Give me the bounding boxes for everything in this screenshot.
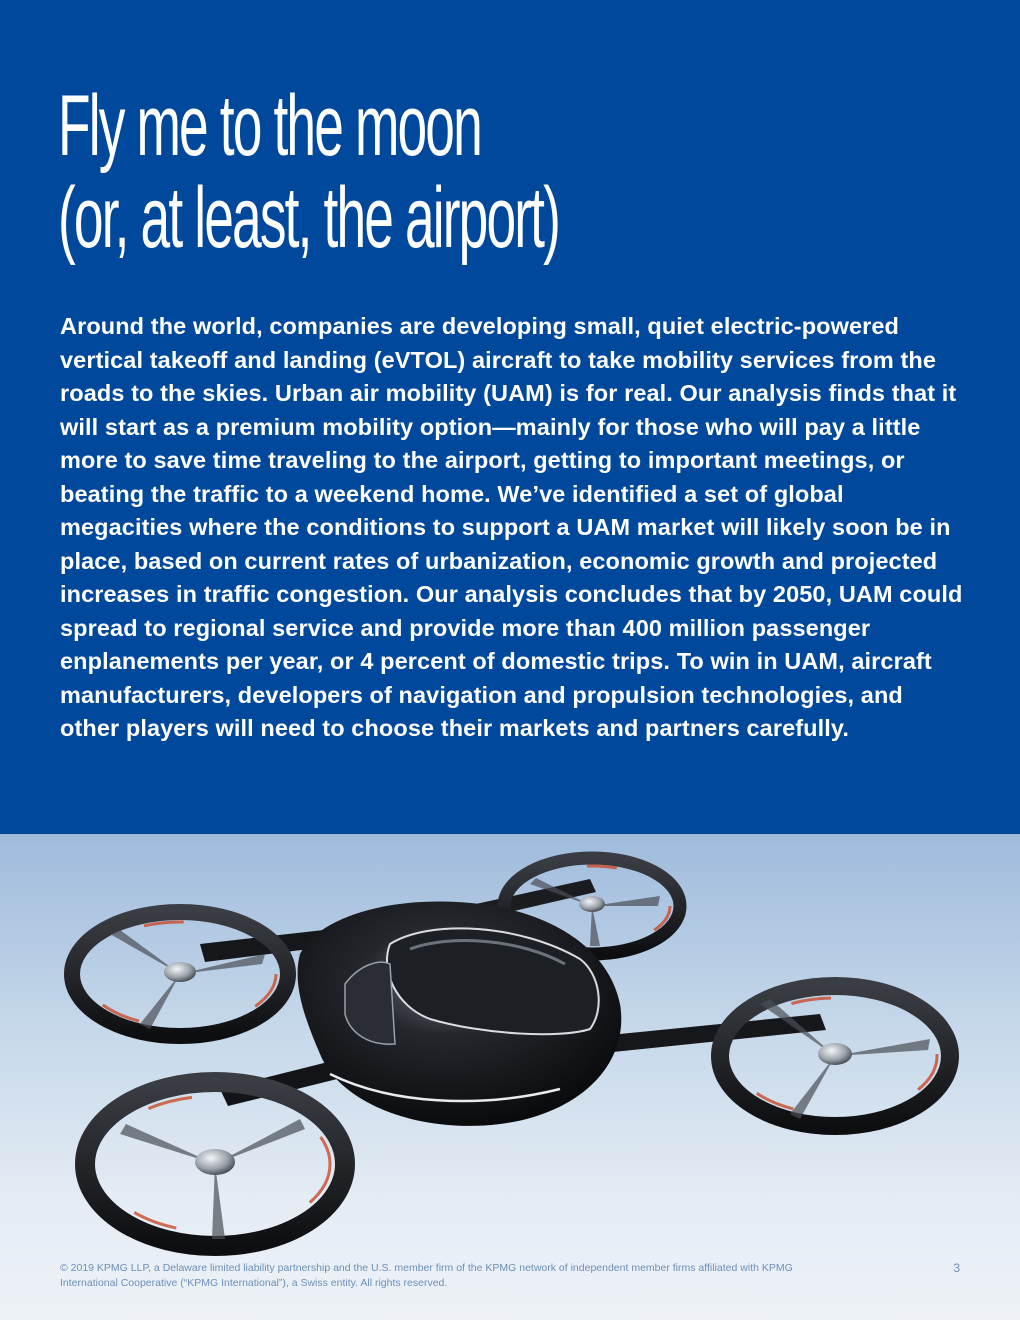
intro-paragraph: Around the world, companies are developing small, quiet electric-powered vertical takeoff and landing (eVTOL) aircraft to take mobility services from the roads to the skies. Urban air mobility (UAM) is for real. Our analysis finds that it will start as a premium mobility option—mainly for those who will pay a little more to save time traveling to the airport, getting to important meetings, or beating the traffic to a weekend home. We’ve identified a set of global megacities where the conditions to support a UAM market will likely soon be in place, based on current rates of urbanization, economic growth and projected increases in traffic congestion. Our analysis concludes that by 2050, UAM could spread to regional service and provide more than 400 million passenger enplanements per year, or 4 percent of domestic trips. To win in UAM, aircraft manufacturers, developers of navigation and propulsion technologies, and other players will need to choose their markets and partners carefully. <box>60 313 963 741</box>
title-line-2: (or, at least, the airport) <box>58 170 559 266</box>
page-number: 3 <box>953 1261 960 1275</box>
copyright-footer: © 2019 KPMG LLP, a Delaware limited liability partnership and the U.S. member firm of the KPMG network of independent member firms affiliated with KPMG International Cooperative (“KPMG International”), a Swiss entity. All rights reserved. <box>60 1262 793 1289</box>
title-line-1: Fly me to the moon <box>58 78 481 174</box>
rotor-front-left <box>72 912 288 1036</box>
evtol-aircraft-illustration <box>0 834 1020 1320</box>
page-title <box>58 80 559 264</box>
aircraft-fuselage <box>298 901 622 1125</box>
evtol-aircraft-image <box>0 834 1020 1320</box>
